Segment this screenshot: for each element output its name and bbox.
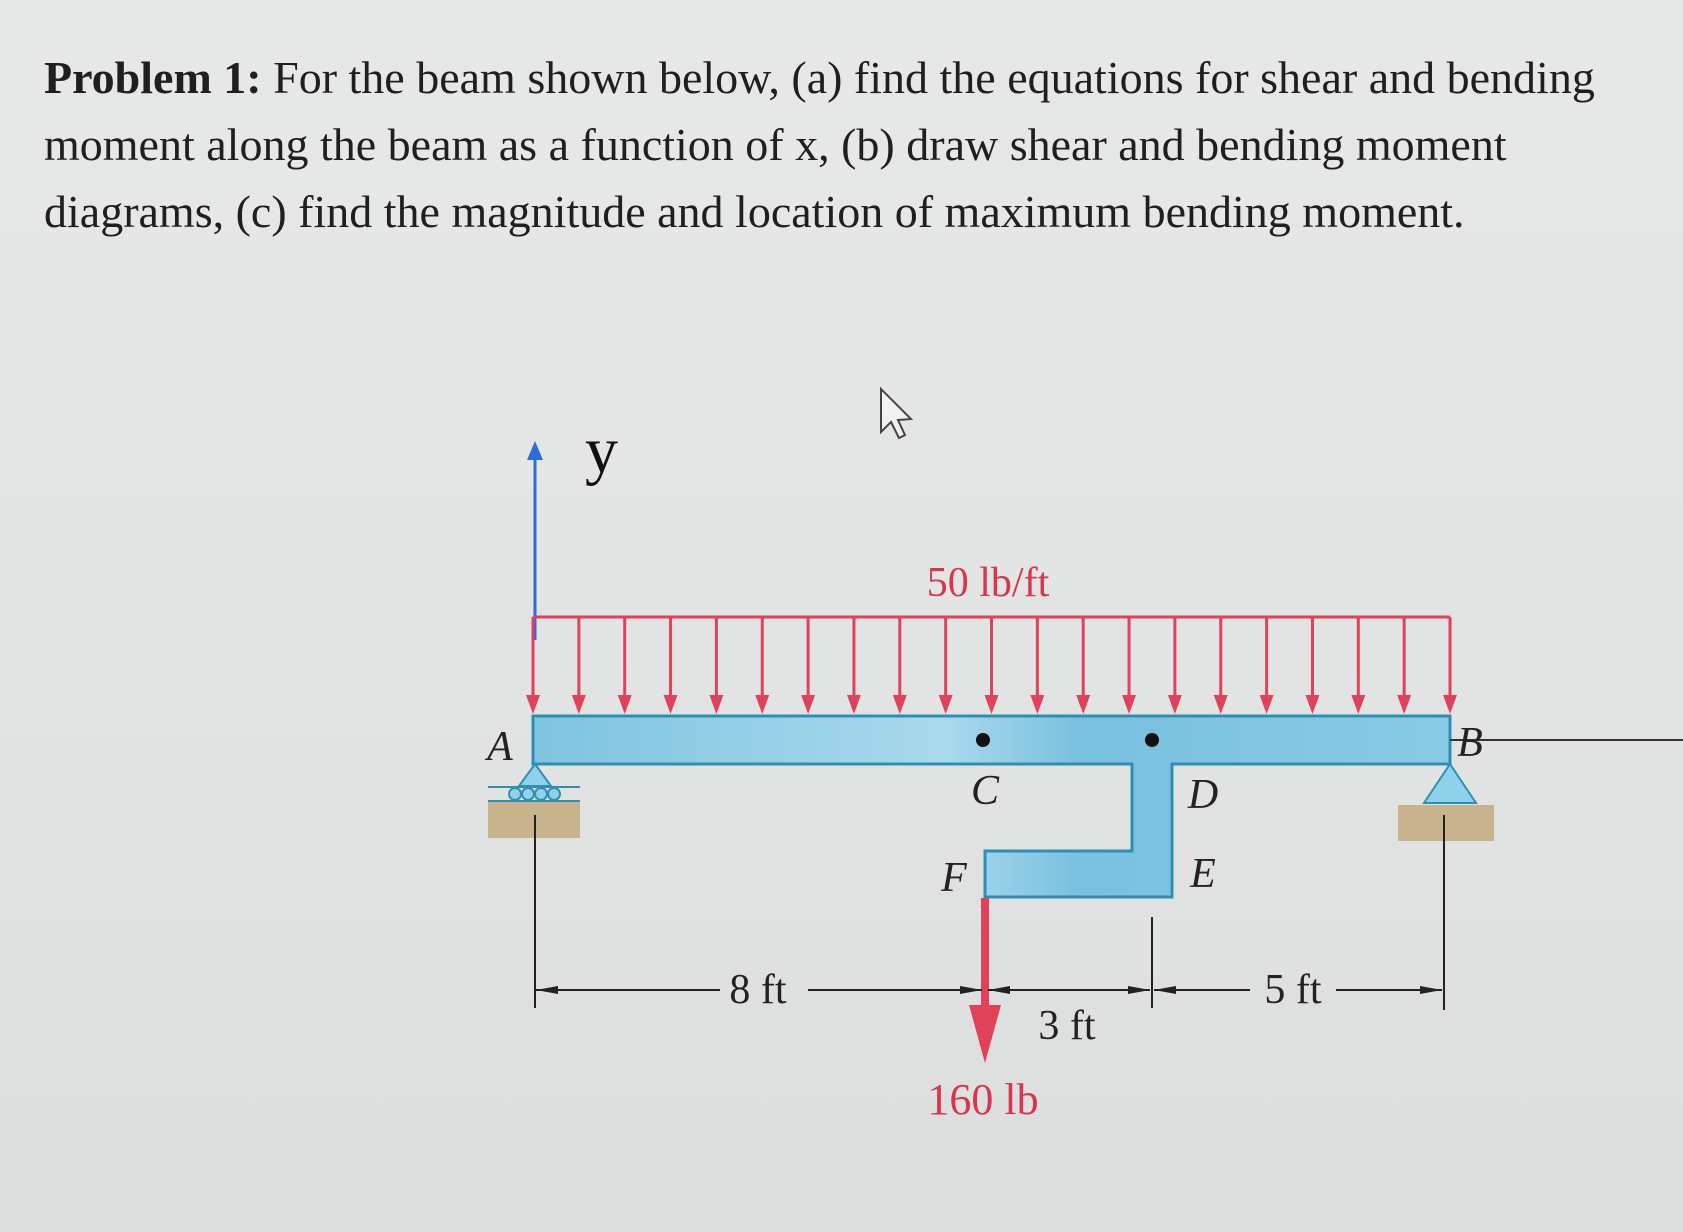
load-arrow-head xyxy=(1351,695,1365,714)
distributed-load xyxy=(526,617,1457,714)
label-d: D xyxy=(1187,772,1219,818)
problem-heading: Problem 1: xyxy=(44,52,262,103)
load-arrow-head xyxy=(1076,695,1090,714)
load-arrow-head xyxy=(939,695,953,714)
load-arrow-head xyxy=(1443,695,1457,714)
load-arrow-head xyxy=(1305,695,1319,714)
pin-support-b xyxy=(1398,764,1494,841)
load-arrow-head xyxy=(1168,695,1182,714)
load-arrow-head xyxy=(755,695,769,714)
load-arrow-head xyxy=(1260,695,1274,714)
load-arrow-head xyxy=(1214,695,1228,714)
label-a: A xyxy=(487,724,513,770)
point-load-label: 160 lb xyxy=(927,1075,1039,1124)
load-arrow-head xyxy=(618,695,632,714)
y-axis xyxy=(527,441,543,640)
point-c-dot xyxy=(976,733,990,747)
mouse-pointer-icon xyxy=(881,389,911,438)
load-arrow-head xyxy=(664,695,678,714)
label-e: E xyxy=(1190,851,1216,897)
point-load-arrow xyxy=(969,898,1001,1063)
label-b: B xyxy=(1457,720,1483,766)
load-arrow-head xyxy=(526,695,540,714)
load-arrow-head xyxy=(1122,695,1136,714)
label-c: C xyxy=(970,768,1000,814)
load-arrow-head xyxy=(893,695,907,714)
load-arrow-head xyxy=(985,695,999,714)
dimension-8ft-label: 8 ft xyxy=(729,967,787,1013)
load-arrow-head xyxy=(801,695,815,714)
load-arrow-head xyxy=(572,695,586,714)
load-arrow-head xyxy=(847,695,861,714)
load-arrow-head xyxy=(1030,695,1044,714)
load-arrows xyxy=(526,617,1457,714)
dimension-5ft-label: 5 ft xyxy=(1264,967,1322,1013)
label-f: F xyxy=(941,855,967,901)
point-d-dot xyxy=(1145,733,1159,747)
dimension-3ft-label: 3 ft xyxy=(1038,1003,1096,1049)
y-axis-label: y xyxy=(585,414,618,487)
distributed-load-label: 50 lb/ft xyxy=(926,560,1050,606)
load-arrow-head xyxy=(1397,695,1411,714)
problem-body: For the beam shown below, (a) find the equations for shear and bending moment along the beam as a function of x, (b) draw shear and bending moment diagrams, (c) find the magnitude and location of maximum bending moment. xyxy=(44,52,1595,237)
load-arrow-head xyxy=(709,695,723,714)
